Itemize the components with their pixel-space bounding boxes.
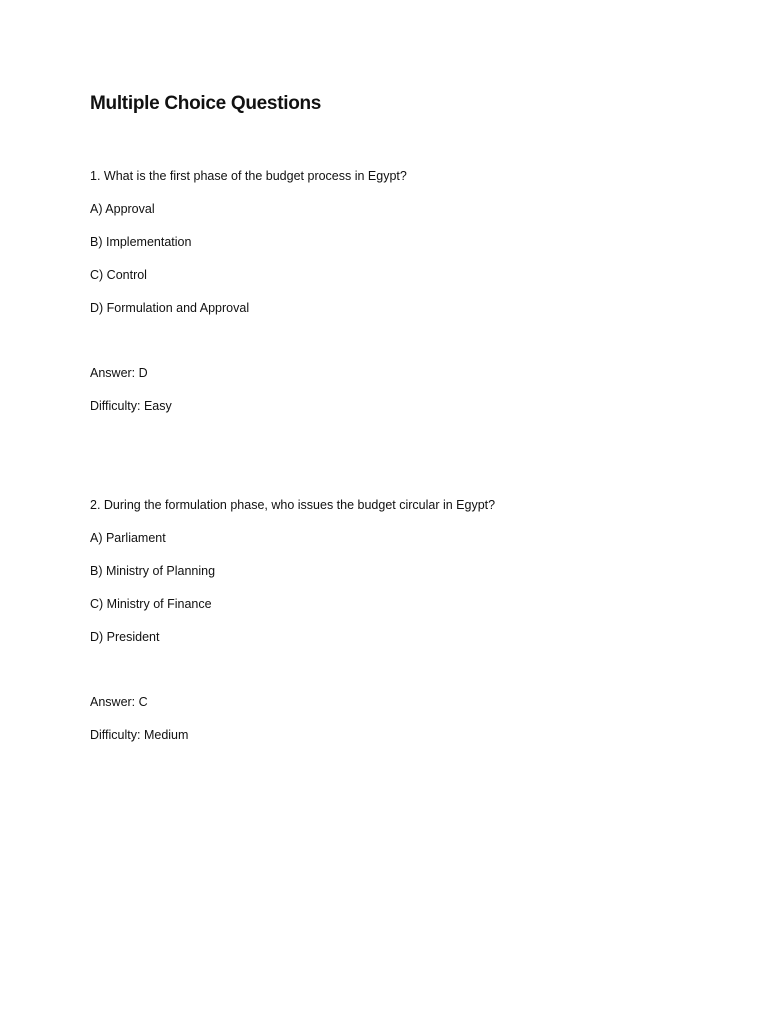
question-1-option-c: C) Control [90, 268, 147, 282]
question-2-stem: 2. During the formulation phase, who issues the budget circular in Egypt? [90, 498, 496, 512]
question-2-option-d: D) President [90, 630, 160, 644]
question-2-option-a: A) Parliament [90, 531, 166, 545]
question-1-answer: Answer: D [90, 366, 148, 380]
question-1-difficulty: Difficulty: Easy [90, 399, 172, 413]
question-2-option-c: C) Ministry of Finance [90, 597, 212, 611]
page-title: Multiple Choice Questions [90, 93, 322, 114]
question-1-option-d: D) Formulation and Approval [90, 301, 250, 315]
question-2-option-b: B) Ministry of Planning [90, 564, 216, 578]
question-1-stem: 1. What is the first phase of the budget process in Egypt? [90, 169, 407, 183]
question-1-option-a: A) Approval [90, 202, 155, 216]
question-1-option-b: B) Implementation [90, 235, 192, 249]
question-2-difficulty: Difficulty: Medium [90, 728, 189, 742]
question-2-answer: Answer: C [90, 695, 148, 709]
